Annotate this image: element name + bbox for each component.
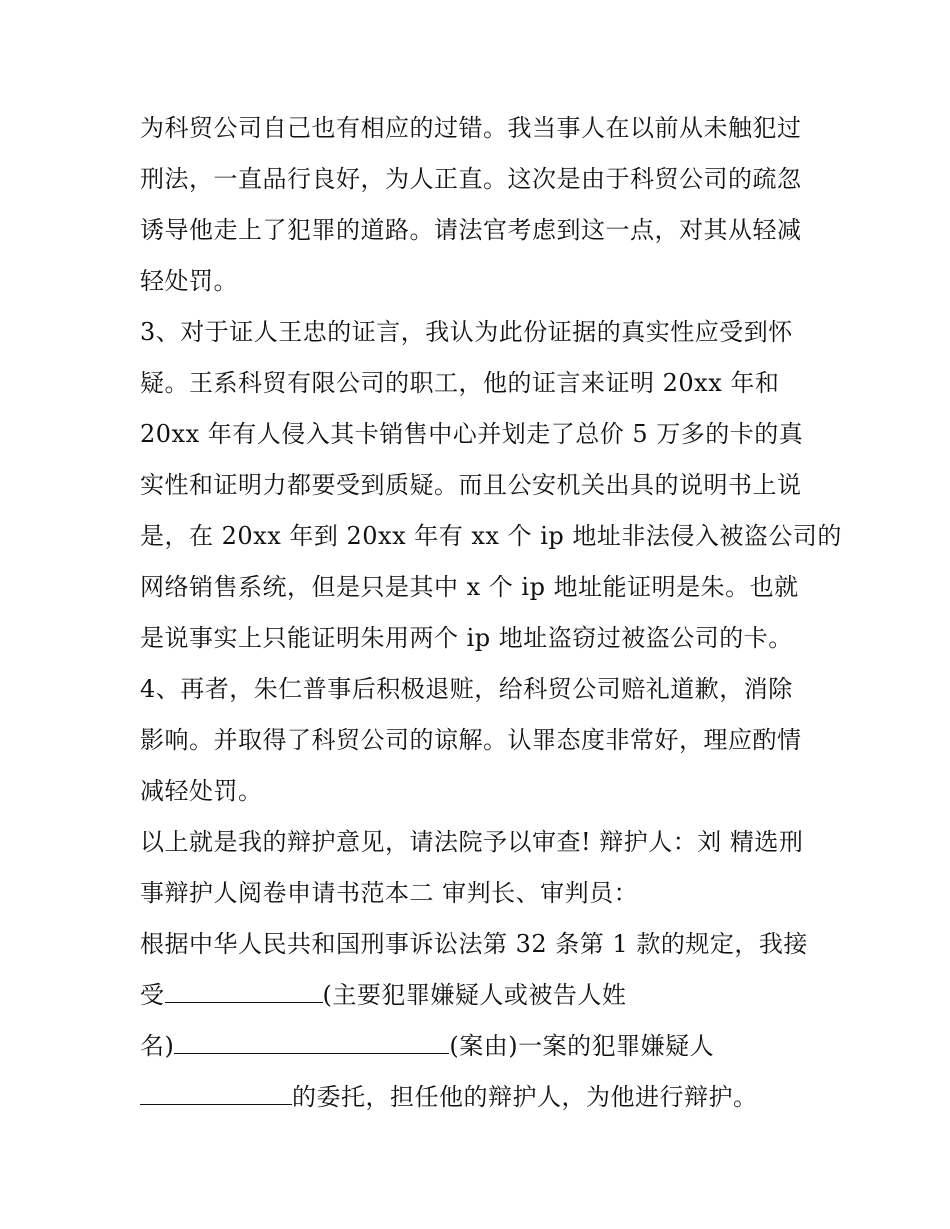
form-line-case (140, 1021, 820, 1072)
text-line: 3、对于证人王忠的证言，我认为此份证据的真实性应受到怀 (140, 318, 793, 346)
text-line: 网络销售系统，但是只是其中 x 个 ip 地址能证明是朱。也就 (140, 573, 799, 601)
document-body (140, 103, 842, 1123)
text-line: 20xx 年有人侵入其卡销售中心并划走了总价 5 万多的卡的真 (140, 420, 804, 448)
text-line: 影响。并取得了科贸公司的谅解。认罪态度非常好，理应酌情 (140, 726, 802, 754)
client-name-blank[interactable] (140, 1082, 292, 1105)
text-line: 疑。王系科贸有限公司的职工，他的证言来证明 20xx 年和 (140, 369, 780, 397)
case-cause-blank[interactable] (174, 1031, 449, 1054)
text-line: 刑法，一直品行良好，为人正直。这次是由于科贸公司的疏忽 (140, 165, 802, 193)
form-line-suffix: (主要犯罪嫌疑人或被告人姓 (322, 981, 627, 1009)
text-line: 诱导他走上了犯罪的道路。请法官考虑到这一点，对其从轻减 (140, 216, 802, 244)
text-line: 轻处罚。 (140, 267, 238, 295)
text-line: 减轻处罚。 (140, 777, 263, 805)
form-line-client (140, 1072, 820, 1123)
text-line: 是，在 20xx 年到 20xx 年有 xx 个 ip 地址非法侵入被盗公司的 (140, 522, 842, 550)
form-line-defendant (140, 970, 820, 1021)
form-line-prefix: 名) (140, 1032, 175, 1060)
form-line-suffix: 的委托，担任他的辩护人，为他进行辩护。 (292, 1083, 758, 1111)
defendant-name-blank[interactable] (165, 980, 323, 1003)
text-line: 4、再者，朱仁普事后积极退赃，给科贸公司赔礼道歉，消除 (140, 675, 793, 703)
text-line: 是说事实上只能证明朱用两个 ip 地址盗窃过被盗公司的卡。 (140, 624, 793, 652)
form-line-prefix: 受 (140, 981, 165, 1009)
text-line: 为科贸公司自己也有相应的过错。我当事人在以前从未触犯过 (140, 114, 802, 142)
text-line: 根据中华人民共和国刑事诉讼法第 32 条第 1 款的规定，我接 (140, 930, 808, 958)
form-line-suffix: (案由)一案的犯罪嫌疑人 (449, 1032, 715, 1060)
text-line: 以上就是我的辩护意见，请法院予以审查! 辩护人：刘 精选刑 (140, 828, 804, 856)
text-line: 实性和证明力都要受到质疑。而且公安机关出具的说明书上说 (140, 471, 802, 499)
text-line: 事辩护人阅卷申请书范本二 审判长、审判员： (140, 879, 639, 907)
